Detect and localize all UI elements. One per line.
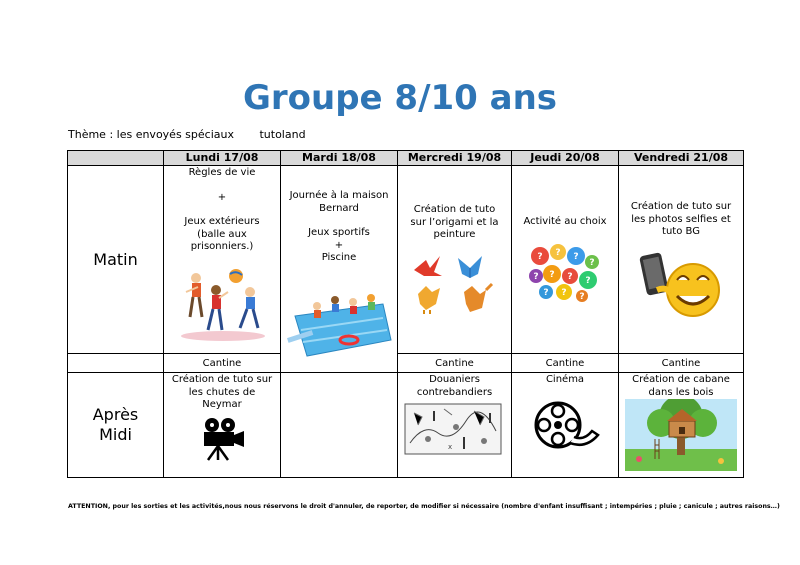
activity-line: Journée à la maison (289, 190, 389, 201)
activity-line: Jeux extérieurs (184, 216, 260, 227)
kids-ball-game-image (178, 262, 268, 344)
activity-line: les photos selfies et (631, 213, 731, 225)
theme-value: tutoland (259, 128, 306, 141)
activity-line: Bernard (319, 202, 359, 214)
day-header-monday: Lundi 17/08 (164, 151, 281, 166)
activity-line: tuto BG (662, 226, 700, 237)
cell-thursday-afternoon (512, 373, 619, 478)
activity-line: Activité au choix (523, 216, 607, 227)
svg-text:?: ? (567, 272, 573, 282)
activity-line: Règles de vie (188, 167, 256, 178)
activity-line: Douaniers (429, 374, 480, 385)
header-corner (68, 151, 164, 166)
activity-line: Cinéma (545, 374, 585, 385)
activity-line: Piscine (321, 252, 357, 263)
activity-line: Création de tuto (413, 204, 496, 215)
activity-line: dans les bois (648, 386, 714, 398)
canteen-friday: Cantine (619, 354, 744, 373)
row-label-afternoon: Après Midi (68, 373, 164, 478)
activity-line: peinture (433, 229, 476, 240)
row-label-morning: Matin (68, 166, 164, 354)
activity-line: + (217, 191, 227, 203)
smiley-selfie-image (637, 250, 727, 320)
activity-line: + (334, 239, 344, 251)
origami-animals-image (412, 254, 496, 316)
cell-tuesday-morning (281, 166, 398, 373)
cell-friday-morning (619, 166, 744, 354)
treehouse-image (625, 399, 737, 471)
activity-line: contrebandiers (416, 386, 493, 398)
day-header-tuesday: Mardi 18/08 (281, 151, 398, 166)
svg-text:?: ? (555, 248, 561, 258)
canteen-blank (68, 354, 164, 373)
svg-text:?: ? (533, 272, 539, 282)
page-title: Groupe 8/10 ans (242, 78, 558, 118)
activity-line: (balle aux (197, 228, 247, 240)
activity-line: Création de tuto sur (630, 201, 732, 212)
svg-text:?: ? (585, 276, 591, 286)
activity-line: sur l’origami et la (410, 216, 499, 228)
film-reel-icon (530, 399, 602, 453)
day-header-wednesday: Mercredi 19/08 (398, 151, 512, 166)
svg-text:?: ? (573, 252, 579, 262)
cell-wednesday-afternoon (398, 373, 512, 478)
svg-text:x: x (448, 443, 453, 451)
canteen-row (68, 354, 744, 373)
day-header-friday: Vendredi 21/08 (619, 151, 744, 166)
svg-text:?: ? (549, 270, 555, 280)
warning-notice: ATTENTION, pour les sorties et les activités,nous nous réservons le droit d'annuler, de reporter, de modifier si nécessaire (nombre d'enfant insuffisant ; intempéries ; pluie ; canicule ; autres raisons…) (68, 503, 780, 510)
svg-text:?: ? (543, 288, 549, 298)
movie-camera-icon (198, 417, 246, 461)
question-marks-image (528, 242, 604, 302)
svg-text:?: ? (561, 288, 567, 298)
activity-line: Création de cabane (632, 374, 730, 385)
canteen-thursday: Cantine (512, 354, 619, 373)
theme-line (68, 128, 306, 141)
svg-text:?: ? (579, 292, 585, 302)
activity-line: Création de tuto sur (171, 374, 273, 385)
pool-kids-image (287, 290, 393, 360)
canteen-wednesday: Cantine (398, 354, 512, 373)
canteen-monday: Cantine (164, 354, 281, 373)
activity-line: prisonniers.) (190, 241, 254, 252)
morning-row (68, 166, 744, 354)
cell-monday-morning (164, 166, 281, 354)
schedule-table (67, 150, 744, 478)
cell-friday-afternoon (619, 373, 744, 478)
day-header-thursday: Jeudi 20/08 (512, 151, 619, 166)
svg-text:?: ? (537, 252, 543, 262)
activity-line: Neymar (202, 399, 242, 410)
activity-line: Jeux sportifs (308, 227, 370, 238)
header-row (68, 151, 744, 166)
cell-wednesday-morning (398, 166, 512, 354)
afternoon-row (68, 373, 744, 478)
cell-thursday-morning (512, 166, 619, 354)
svg-text:?: ? (589, 258, 595, 268)
cell-monday-afternoon (164, 373, 281, 478)
theme-label: Thème : les envoyés spéciaux (68, 128, 234, 141)
cell-tuesday-afternoon (281, 373, 398, 478)
treasure-map-image (404, 403, 502, 455)
activity-line: les chutes de (188, 386, 256, 398)
